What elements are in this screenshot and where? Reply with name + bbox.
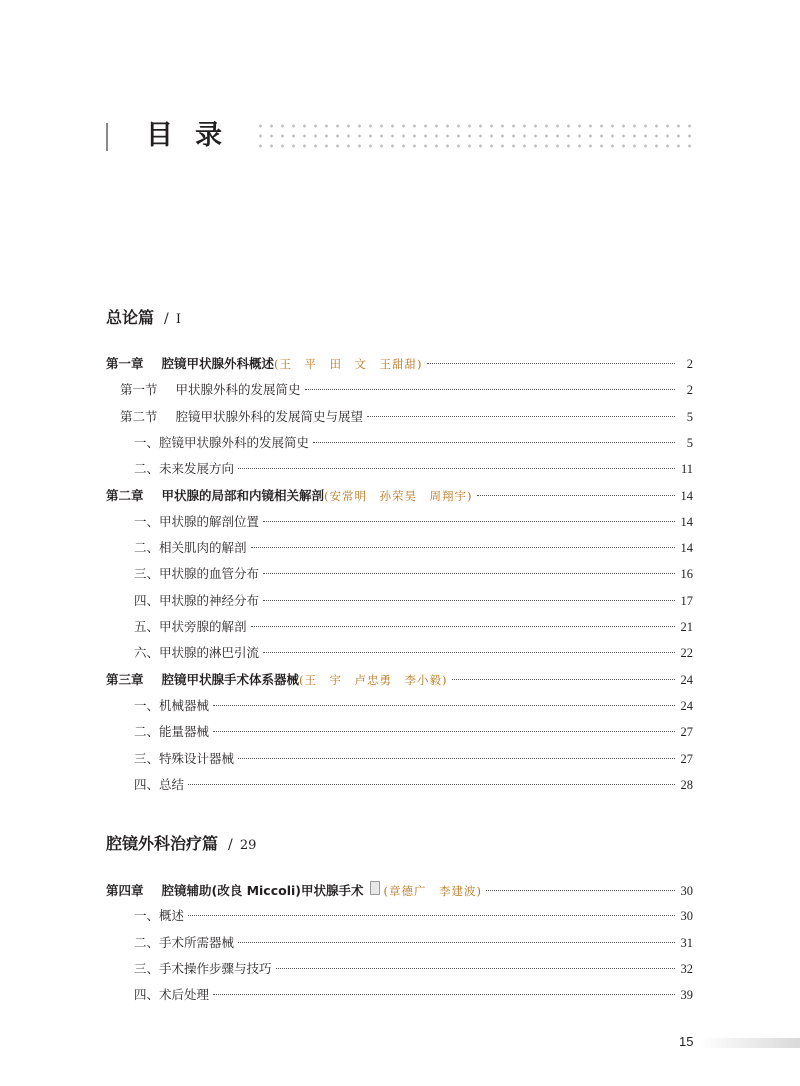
dot-leader <box>251 626 675 627</box>
entry-title: 四、甲状腺的神经分布 <box>134 592 260 608</box>
entry-title: 三、甲状腺的血管分布 <box>134 566 260 582</box>
toc-entry[interactable] <box>106 592 693 610</box>
entry-title: 甲状腺的局部和内镜相关解剖 <box>161 487 325 503</box>
section-page-number: 29 <box>239 838 257 853</box>
toc-entry[interactable] <box>106 618 693 636</box>
header-dot-pattern <box>255 121 695 151</box>
dot-leader <box>238 758 675 759</box>
entry-page-number: 5 <box>686 435 693 450</box>
dot-leader <box>238 942 675 943</box>
video-icon <box>370 881 380 895</box>
entry-title: 三、特殊设计器械 <box>134 750 235 766</box>
section-title: 腔镜外科治疗篇 <box>106 834 219 853</box>
entry-page-number: 5 <box>686 409 693 424</box>
entry-number: 第三章 <box>106 671 144 687</box>
entry-number: 第二节 <box>120 408 158 424</box>
dot-leader <box>276 968 675 969</box>
entry-page-number: 14 <box>680 541 693 556</box>
dot-leader <box>263 652 675 653</box>
entry-title: 一、腔镜甲状腺外科的发展简史 <box>134 434 310 450</box>
toc-entry[interactable] <box>106 697 693 715</box>
page-number: 15 <box>679 1034 694 1049</box>
entry-title: 二、手术所需器械 <box>134 934 235 950</box>
section-heading <box>106 833 256 857</box>
dot-leader <box>367 416 675 417</box>
toc-entry[interactable] <box>106 750 693 768</box>
entry-authors: (安常明 孙荣昊 周翔宇) <box>324 488 473 503</box>
toc-entry[interactable] <box>106 723 693 741</box>
entry-page-number: 17 <box>680 593 693 608</box>
entry-title: 腔镜甲状腺外科的发展简史与展望 <box>175 408 364 424</box>
entry-page-number: 22 <box>680 646 693 661</box>
entry-page-number: 30 <box>680 909 693 924</box>
section-title: 总论篇 <box>106 308 155 327</box>
entry-number: 第一章 <box>106 356 144 371</box>
toc-entry[interactable] <box>106 960 693 978</box>
entry-page-number: 32 <box>680 961 693 976</box>
dot-leader <box>263 600 675 601</box>
entry-number: 第二章 <box>106 487 144 503</box>
entry-title: 一、甲状腺的解剖位置 <box>134 513 260 529</box>
entry-title: 腔镜辅助(改良 Miccoli)甲状腺手术 <box>161 883 364 898</box>
dot-leader <box>213 705 675 706</box>
toc-entry[interactable] <box>106 986 693 1004</box>
entry-page-number: 21 <box>680 620 693 634</box>
section-page-number: I <box>175 312 181 327</box>
entry-number: 第四章 <box>106 883 144 898</box>
toc-entry[interactable] <box>106 907 693 925</box>
dot-leader <box>213 731 675 732</box>
toc-entry[interactable] <box>106 644 693 662</box>
entry-page-number: 30 <box>680 884 693 898</box>
entry-number: 第一节 <box>120 382 158 398</box>
dot-leader <box>213 994 675 995</box>
toc-entry[interactable] <box>106 565 693 583</box>
toc-entry[interactable] <box>106 776 693 794</box>
toc-chapter-entry[interactable] <box>106 355 693 373</box>
entry-authors: (章德广 李建波) <box>383 884 482 898</box>
footer-gradient-band <box>700 1038 800 1048</box>
entry-title: 六、甲状腺的淋巴引流 <box>134 645 260 661</box>
entry-page-number: 24 <box>680 698 693 713</box>
entry-title: 腔镜甲状腺手术体系器械 <box>161 671 300 687</box>
entry-page-number: 16 <box>680 567 693 582</box>
entry-page-number: 14 <box>680 514 693 529</box>
dot-leader <box>477 495 675 496</box>
toc-entry[interactable] <box>106 934 693 952</box>
page-title: 目录 <box>146 120 244 151</box>
dot-leader <box>188 915 675 916</box>
dot-leader <box>452 679 675 680</box>
entry-title: 四、总结 <box>134 776 185 792</box>
entry-page-number: 28 <box>680 777 693 792</box>
dot-leader <box>188 784 675 785</box>
entry-title: 二、未来发展方向 <box>134 461 235 477</box>
entry-page-number: 39 <box>680 988 693 1003</box>
entry-title: 四、术后处理 <box>134 987 210 1003</box>
entry-title: 一、概述 <box>134 908 185 924</box>
dot-leader <box>251 547 675 548</box>
section-heading <box>106 307 181 331</box>
section-separator: / <box>228 837 233 853</box>
entry-authors: (王 平 田 文 王甜甜) <box>274 357 423 371</box>
dot-leader <box>486 890 675 891</box>
dot-leader <box>238 468 675 469</box>
dot-leader <box>427 363 675 364</box>
entry-title: 二、能量器械 <box>134 724 210 740</box>
toc-chapter-entry[interactable] <box>106 671 693 689</box>
toc-entry[interactable] <box>106 434 693 452</box>
entry-page-number: 2 <box>686 383 693 398</box>
section-separator: / <box>164 311 169 327</box>
entry-title: 三、手术操作步骤与技巧 <box>134 960 272 976</box>
entry-page-number: 31 <box>680 935 693 950</box>
entry-title: 一、机械器械 <box>134 697 210 713</box>
entry-page-number: 14 <box>680 488 693 503</box>
entry-page-number: 24 <box>680 672 693 687</box>
dot-leader <box>263 573 675 574</box>
toc-entry[interactable] <box>106 539 693 557</box>
header-accent-bar <box>106 123 108 151</box>
toc-entry[interactable] <box>106 381 693 399</box>
dot-leader <box>305 389 675 390</box>
entry-page-number: 27 <box>680 725 693 740</box>
dot-leader <box>313 442 675 443</box>
entry-title: 甲状腺外科的发展简史 <box>175 382 301 398</box>
toc-entry[interactable] <box>106 460 693 478</box>
dot-leader <box>263 521 675 522</box>
entry-title: 五、甲状旁腺的解剖 <box>134 619 247 634</box>
toc-chapter-entry[interactable] <box>106 881 693 900</box>
toc-entry[interactable] <box>106 408 693 426</box>
entry-authors: (王 宇 卢忠勇 李小毅) <box>299 672 448 687</box>
entry-page-number: 11 <box>680 462 693 477</box>
entry-title: 二、相关肌肉的解剖 <box>134 540 247 556</box>
toc-chapter-entry[interactable] <box>106 487 693 505</box>
entry-page-number: 2 <box>686 357 693 371</box>
entry-title: 腔镜甲状腺外科概述 <box>161 356 275 371</box>
toc-entry[interactable] <box>106 513 693 531</box>
entry-page-number: 27 <box>680 751 693 766</box>
